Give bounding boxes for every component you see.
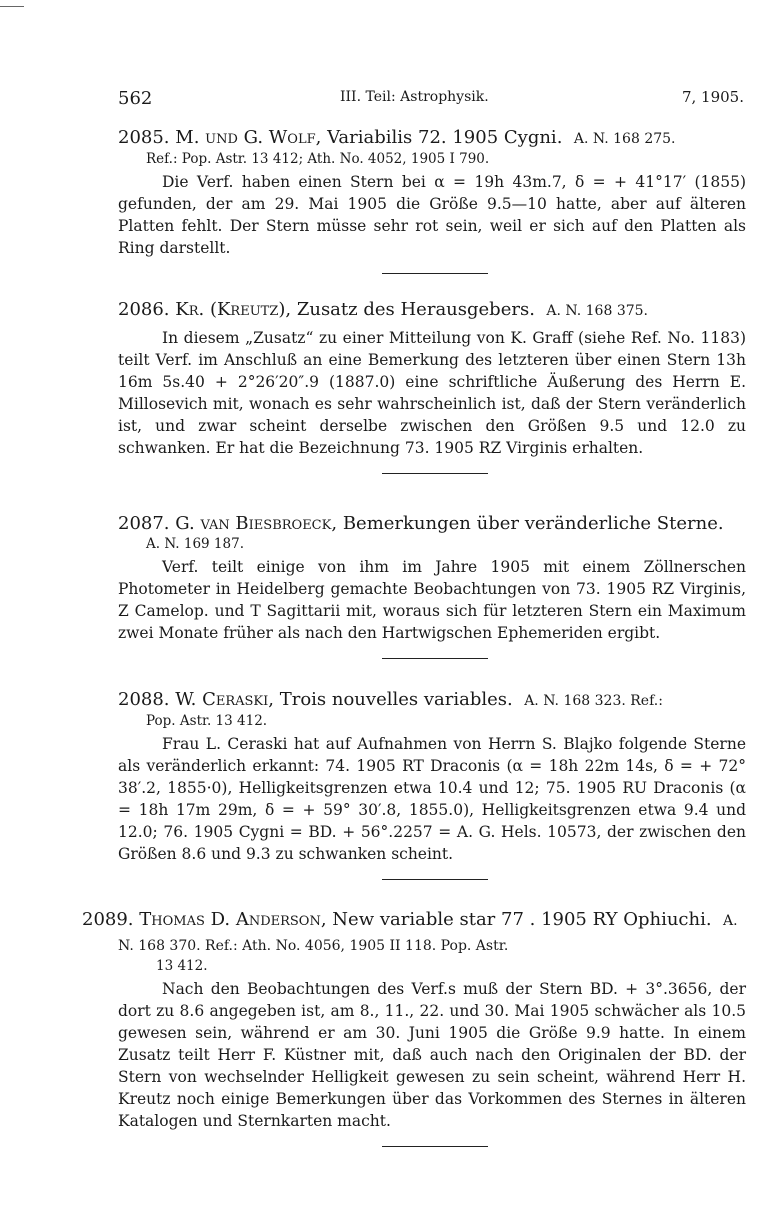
entry-number: 2085. — [118, 127, 170, 148]
entry-body: Die Verf. haben einen Stern bei α = 19h 43m.7, δ = + 41°17′ (1855) gefunden, der am 29. Mai 1905 die Größe 9.5—10 hatte, aber auf älteren Platten fehlt. Der Stern müsse sehr rot sein, weil er sich auf den Platten als Ring darstellt. — [118, 173, 746, 257]
entry-2088 — [118, 688, 746, 880]
separator-rule — [382, 658, 488, 659]
section-title: III. Teil: Astrophysik. — [340, 89, 489, 105]
entry-title-text: Zusatz des Herausgebers. — [296, 299, 535, 320]
page-number: 562 — [118, 88, 153, 109]
entry-title-text: Variabilis 72. 1905 Cygni. — [327, 127, 563, 148]
entry-authors: Thomas D. Anderson, — [139, 909, 327, 930]
entry-number: 2088. — [118, 689, 170, 710]
entry-body: Verf. teilt einige von ihm im Jahre 1905 mit einem Zöllnerschen Photometer in Heidelberg gemachte Beobachtungen von 73. 1905 RZ Virginis, Z Camelop. und T Sagittarii mit, woraus sich für letzteren Stern ein Maximum zwei Monate früher als nach den Hartwigschen Ephemeriden ergibt. — [118, 558, 746, 642]
entry-title-text: Bemerkungen über veränderliche Sterne. — [342, 513, 724, 534]
entry-title — [118, 126, 746, 151]
separator-rule — [382, 273, 488, 274]
separator-rule — [382, 879, 488, 880]
entry-title-text: New variable star 77 . 1905 RY Ophiuchi. — [332, 909, 712, 930]
entry-title — [118, 512, 746, 536]
entry-references: Ref.: Pop. Astr. 13 412; Ath. No. 4052, 1905 I 790. — [146, 151, 490, 167]
entry-title — [118, 688, 746, 713]
entry-references: Pop. Astr. 13 412. — [146, 713, 268, 729]
entry-source: A. N. 168 375. — [546, 303, 648, 319]
separator-rule — [382, 1146, 488, 1147]
entry-source: A. N. 168 370. Ref.: Ath. No. 4056, 1905 II 118. Pop. Astr. — [118, 913, 738, 954]
entry-2087 — [118, 512, 746, 659]
running-header — [118, 86, 744, 112]
entry-authors: W. Ceraski, — [175, 689, 274, 710]
entry-number: 2086. — [118, 299, 170, 320]
entry-2085 — [118, 126, 746, 274]
scan-edge-mark — [0, 6, 24, 7]
entry-source: A. N. 169 187. — [146, 536, 244, 552]
entry-body: Frau L. Ceraski hat auf Aufnahmen von Herrn S. Blajko folgende Sterne als veränderlich erkannt: 74. 1905 RT Draconis (α = 18h 22m 14s, δ = + 72° 38′.2, 1855·0), Helligkeitsgrenzen etwa 10.4 und 12; 75. 1905 RU Draconis (α = 18h 17m 29m, δ = + 59° 30′.8, 1855.0), Helligkeitsgrenzen etwa 9.4 und 12.0; 76. 1905 Cygni = BD. + 56°.2257 = A. G. Hels. 10573, der zwischen den Größen 8.6 und 9.3 zu schwanken scheint. — [118, 735, 746, 863]
entry-title — [118, 298, 746, 323]
entry-source: A. N. 168 323. Ref.: — [524, 693, 663, 709]
entry-authors: M. und G. Wolf, — [175, 127, 322, 148]
entry-body: Nach den Beobachtungen des Verf.s muß der Stern BD. + 3°.3656, der dort zu 8.6 angegeben ist, am 8., 11., 22. und 30. Mai 1905 schwächer als 10.5 gewesen sein, während er am 30. Juni 1905 die Größe 9.9 hatte. In einem Zusatz teilt Herr F. Küstner mit, daß auch nach den Originalen der BD. der Stern von wechselnder Helligkeit gewesen zu sein scheint, während Herr H. Kreutz noch einige Bemerkungen über das Vorkommen des Sternes in älteren Katalogen und Sternkarten macht. — [118, 980, 746, 1130]
entry-number: 2087. — [118, 513, 170, 534]
entry-title-text: Trois nouvelles variables. — [279, 689, 513, 710]
entry-authors: Kr. (Kreutz), — [175, 299, 292, 320]
entry-title — [82, 908, 746, 958]
entry-2089 — [82, 908, 746, 1147]
issue-label: 7, 1905. — [681, 88, 744, 106]
entry-body: In diesem „Zusatz“ zu einer Mitteilung von K. Graff (siehe Ref. No. 1183) teilt Verf. im Anschluß an eine Bemerkung des letzteren über einen Stern 13h 16m 5s.40 + 2°26′20″.9 (1887.0) eine schriftliche Äußerung des Herrn E. Millosevich mit, wonach es sehr wahrscheinlich ist, daß der Stern veränderlich ist, und zwar scheint derselbe zwischen den Größen 9.5 und 12.0 zu schwanken. Er hat die Bezeichnung 73. 1905 RZ Virginis erhalten. — [118, 329, 746, 457]
entry-authors: G. van Biesbroeck, — [175, 513, 338, 534]
entry-references: 13 412. — [156, 958, 208, 974]
entry-source: A. N. 168 275. — [573, 131, 676, 147]
entry-number: 2089. — [82, 909, 134, 930]
separator-rule — [382, 473, 488, 474]
entry-2086 — [118, 298, 746, 474]
